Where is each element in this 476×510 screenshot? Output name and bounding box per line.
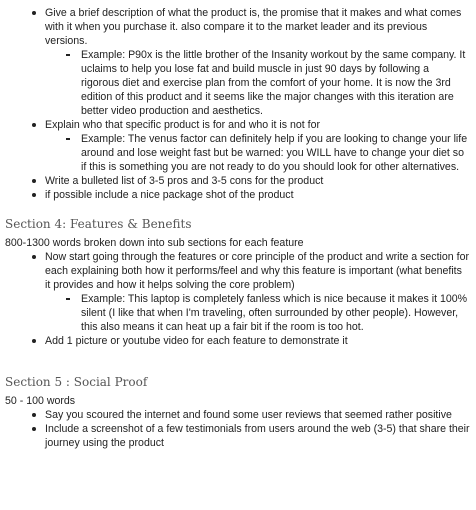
list-item bbox=[5, 334, 470, 348]
bullet-text: Say you scoured the internet and found some user reviews that seemed rather positive bbox=[45, 409, 452, 421]
section4-heading: Section 4: Features & Benefits bbox=[5, 217, 192, 231]
list-item bbox=[5, 250, 470, 292]
sub-list-item bbox=[5, 48, 470, 118]
section5-wordcount: 50 - 100 words bbox=[5, 395, 76, 407]
bullet-text: Include a screenshot of a few testimonials from users around the web (3-5) that share their journey using the product bbox=[45, 423, 470, 449]
bullet-text: Now start going through the features or core principle of the product and write a section for each explaining both how it performs/feel and why this feature is important (what benefits it provides and how it helps solving the core problem) bbox=[45, 251, 469, 291]
section3-list bbox=[5, 6, 470, 202]
section4-wordcount: 800-1300 words broken down into sub sections for each feature bbox=[5, 237, 304, 249]
list-item bbox=[5, 188, 470, 202]
bullet-text: Give a brief description of what the product is, the promise that it makes and what comes with it when you purchase it. also compare it to the market leader and its previous versions. bbox=[45, 7, 462, 47]
bullet-text: Add 1 picture or youtube video for each feature to demonstrate it bbox=[45, 335, 348, 347]
list-item bbox=[5, 422, 470, 450]
list-item bbox=[5, 6, 470, 48]
section5-list bbox=[5, 408, 470, 450]
list-item bbox=[5, 118, 470, 132]
bullet-text: Write a bulleted list of 3-5 pros and 3-5 cons for the product bbox=[45, 175, 324, 187]
list-item bbox=[5, 174, 470, 188]
bullet-text: Explain who that specific product is for and who it is not for bbox=[45, 119, 320, 131]
bullet-text: if possible include a nice package shot of the product bbox=[45, 189, 294, 201]
section5-heading: Section 5 : Social Proof bbox=[5, 375, 148, 389]
list-item bbox=[5, 408, 470, 422]
sub-list-item bbox=[5, 292, 470, 334]
sub-list-item bbox=[5, 132, 470, 174]
example-text: Example: This laptop is completely fanless which is nice because it makes it 100% silent (I like that when I'm traveling, often surrounded by other people). However, this also means it can heat up a fair bit if the room is too hot. bbox=[81, 293, 468, 333]
example-text: Example: The venus factor can definitely help if you are looking to change your life around and lose weight fast but be warned: you WILL have to change your diet so if this is something you are not ready to do you should look for other alternatives. bbox=[81, 133, 468, 173]
example-text: Example: P90x is the little brother of the Insanity workout by the same company. It uclaims to help you lose fat and build muscle in just 90 days by following a rigorous diet and exercise plan from the comfort of your home. It is now the 3rd edition of this product and it seems like the major changes with this iteration are better video production and aesthetics. bbox=[81, 49, 466, 117]
section4-list bbox=[5, 250, 470, 348]
